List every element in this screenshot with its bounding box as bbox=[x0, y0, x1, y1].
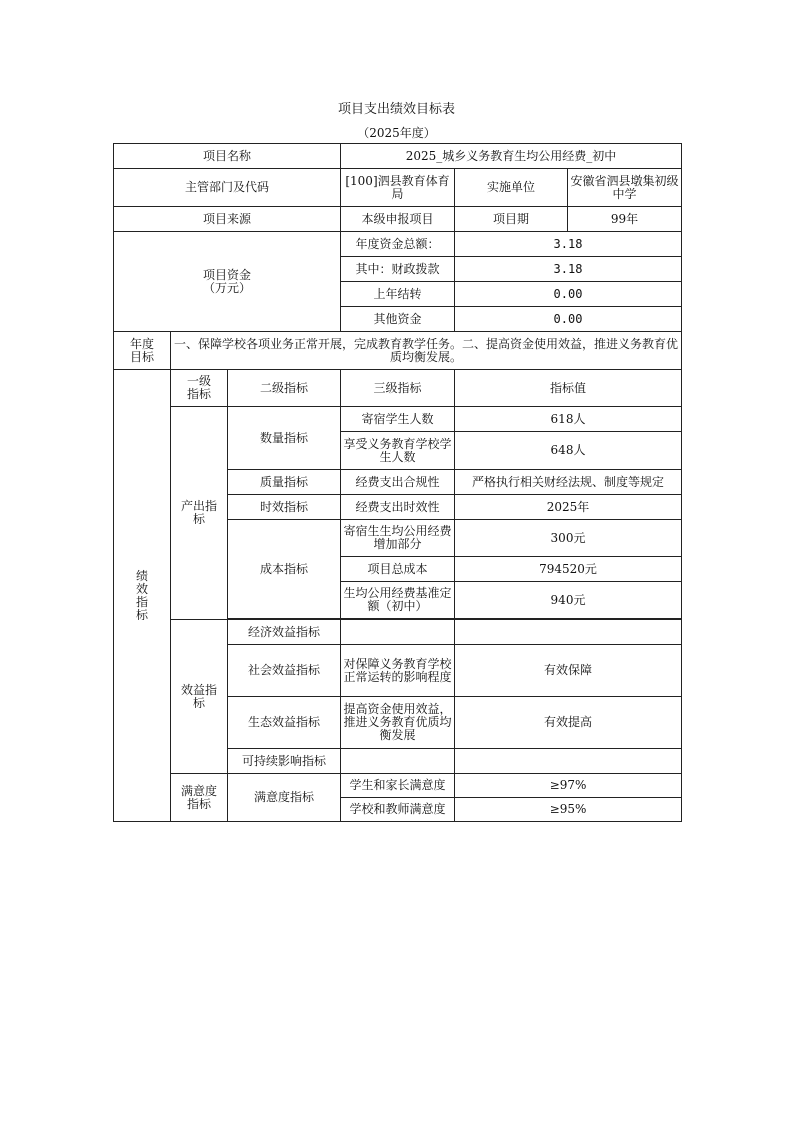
header-level3: 三级指标 bbox=[341, 370, 455, 407]
header-level2: 二级指标 bbox=[228, 370, 341, 407]
s1-value: ≥97% bbox=[455, 774, 682, 798]
funds-other-label: 其他资金 bbox=[341, 307, 455, 332]
c3-name: 生均公用经费基准定额（初中） bbox=[341, 582, 455, 619]
c1-name: 寄宿生生均公用经费增加部分 bbox=[341, 520, 455, 557]
satisfaction-label: 满意度 指标 bbox=[171, 774, 228, 822]
document-title: 项目支出绩效目标表 bbox=[337, 102, 455, 117]
s2-name: 学校和教师满意度 bbox=[341, 798, 455, 822]
funds-total-value: 3.18 bbox=[455, 232, 682, 257]
source-label: 项目来源 bbox=[114, 207, 341, 232]
quantity-label: 数量指标 bbox=[228, 407, 341, 470]
goal-label: 年度 目标 bbox=[114, 332, 171, 370]
q2-value: 648人 bbox=[455, 432, 682, 470]
performance-table bbox=[113, 143, 682, 822]
funds-fiscal-value: 3.18 bbox=[455, 257, 682, 282]
eco-value: 有效提高 bbox=[455, 697, 682, 749]
header-level1: 一级 指标 bbox=[171, 370, 228, 407]
dept-value: [100]泗县教育体育局 bbox=[341, 169, 455, 207]
output-label: 产出指 标 bbox=[171, 407, 228, 620]
sustain-value bbox=[455, 749, 682, 774]
unit-label: 实施单位 bbox=[455, 169, 568, 207]
cost-label: 成本指标 bbox=[228, 520, 341, 619]
header-value: 指标值 bbox=[455, 370, 682, 407]
c3-value: 940元 bbox=[455, 582, 682, 619]
time-name: 经费支出时效性 bbox=[341, 495, 455, 520]
document-year: （2025年度） bbox=[357, 126, 436, 140]
time-value: 2025年 bbox=[455, 495, 682, 520]
economic-label: 经济效益指标 bbox=[228, 620, 341, 645]
timeliness-label: 时效指标 bbox=[228, 495, 341, 520]
c1-value: 300元 bbox=[455, 520, 682, 557]
indicators-group-label: 绩 效 指 标 bbox=[114, 370, 171, 822]
q1-value: 618人 bbox=[455, 407, 682, 432]
source-value: 本级申报项目 bbox=[341, 207, 455, 232]
period-label: 项目期 bbox=[455, 207, 568, 232]
funds-carryover-label: 上年结转 bbox=[341, 282, 455, 307]
c2-name: 项目总成本 bbox=[341, 557, 455, 582]
economic-name bbox=[341, 620, 455, 645]
s1-name: 学生和家长满意度 bbox=[341, 774, 455, 798]
social-value: 有效保障 bbox=[455, 645, 682, 697]
q1-name: 寄宿学生人数 bbox=[341, 407, 455, 432]
funds-fiscal-label: 其中：财政拨款 bbox=[341, 257, 455, 282]
project-name-label: 项目名称 bbox=[114, 144, 341, 169]
s2-value: ≥95% bbox=[455, 798, 682, 822]
q2-name: 享受义务教育学校学生人数 bbox=[341, 432, 455, 470]
unit-value: 安徽省泗县墩集初级中学 bbox=[568, 169, 682, 207]
funds-label: 项目资金 （万元） bbox=[114, 232, 341, 332]
funds-other-value: 0.00 bbox=[455, 307, 682, 332]
economic-value bbox=[455, 620, 682, 645]
period-value: 99年 bbox=[568, 207, 682, 232]
project-name-value: 2025_城乡义务教育生均公用经费_初中 bbox=[341, 144, 682, 169]
funds-total-label: 年度资金总额： bbox=[341, 232, 455, 257]
quality-label: 质量指标 bbox=[228, 470, 341, 495]
dept-label: 主管部门及代码 bbox=[114, 169, 341, 207]
goal-text: 一、保障学校各项业务正常开展，完成教育教学任务。二、提高资金使用效益，推进义务教育优质均衡发展。 bbox=[171, 332, 682, 370]
satisfaction-sub-label: 满意度指标 bbox=[228, 774, 341, 822]
social-label: 社会效益指标 bbox=[228, 645, 341, 697]
quality-name: 经费支出合规性 bbox=[341, 470, 455, 495]
funds-carryover-value: 0.00 bbox=[455, 282, 682, 307]
sustain-label: 可持续影响指标 bbox=[228, 749, 341, 774]
eco-name: 提高资金使用效益，推进义务教育优质均衡发展 bbox=[341, 697, 455, 749]
quality-value: 严格执行相关财经法规、制度等规定 bbox=[455, 470, 682, 495]
sustain-name bbox=[341, 749, 455, 774]
benefit-label: 效益指 标 bbox=[171, 620, 228, 774]
social-name: 对保障义务教育学校正常运转的影响程度 bbox=[341, 645, 455, 697]
c2-value: 794520元 bbox=[455, 557, 682, 582]
eco-label: 生态效益指标 bbox=[228, 697, 341, 749]
